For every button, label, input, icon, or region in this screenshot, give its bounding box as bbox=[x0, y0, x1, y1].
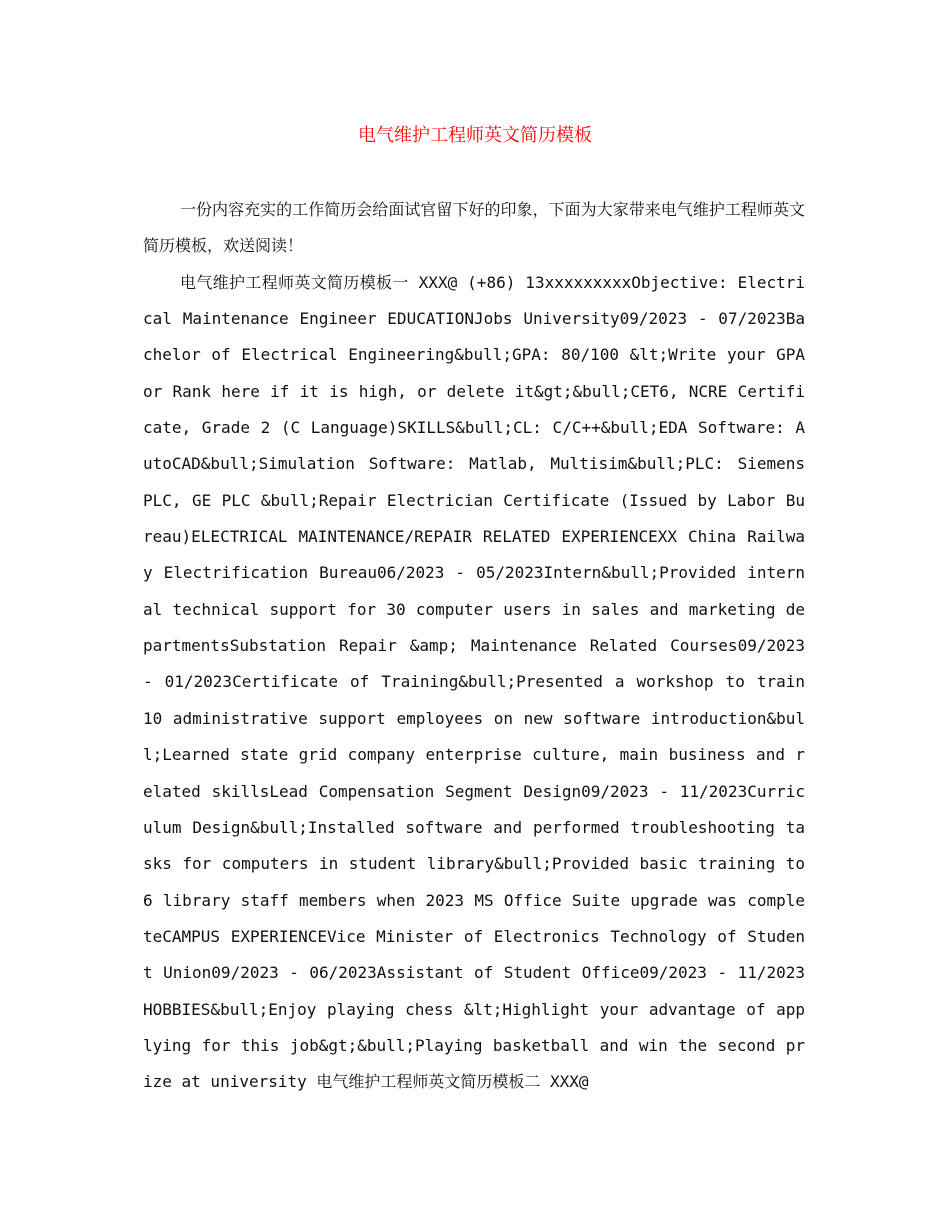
intro-paragraph: 一份内容充实的工作简历会给面试官留下好的印象，下面为大家带来电气维护工程师英文简历模板，欢送阅读！ bbox=[143, 200, 805, 256]
document-body bbox=[143, 192, 805, 1101]
resume-paragraph: 电气维护工程师英文简历模板一 XXX@ (+86) 13xxxxxxxxxObjective: Electrical Maintenance Engineer EDUCATIONJobs University09/2023 - 07/2023Bachelor of Electrical Engineering&bull;GPA: 80/100 &lt;Write your GPA or Rank here if it is high, or delete it&gt;&bull;CET6, NCRE Certificate, Grade 2 (C Language)SKILLS&bull;CL: C/C++&bull;EDA Software: AutoCAD&bull;Simulation Software: Matlab, Multisim&bull;PLC: Siemens PLC, GE PLC &bull;Repair Electrician Certificate (Issued by Labor Bureau)ELECTRICAL MAINTENANCE/REPAIR RELATED EXPERIENCEXX China Railway Electrification Bureau06/2023 - 05/2023Intern&bull;Provided internal technical support for 30 computer users in sales and marketing departmentsSubstation Repair &amp; Maintenance Related Courses09/2023 - 01/2023Certificate of Training&bull;Presented a workshop to train 10 administrative support employees on new software introduction&bull;Learned state grid company enterprise culture, main business and related skillsLead Compensation Segment Design09/2023 - 11/2023Curriculum Design&bull;Installed software and performed troubleshooting tasks for computers in student library&bull;Provided basic training to 6 library staff members when 2023 MS Office Suite upgrade was completeCAMPUS EXPERIENCEVice Minister of Electronics Technology of Student Union09/2023 - 06/2023Assistant of Student Office09/2023 - 11/2023HOBBIES&bull;Enjoy playing chess &lt;Highlight your advantage of applying for this job&gt;&bull;Playing basketball and win the second prize at university 电气维护工程师英文简历模板二 XXX@ bbox=[143, 272, 805, 1092]
document-title: 电气维护工程师英文简历模板 bbox=[358, 125, 592, 146]
